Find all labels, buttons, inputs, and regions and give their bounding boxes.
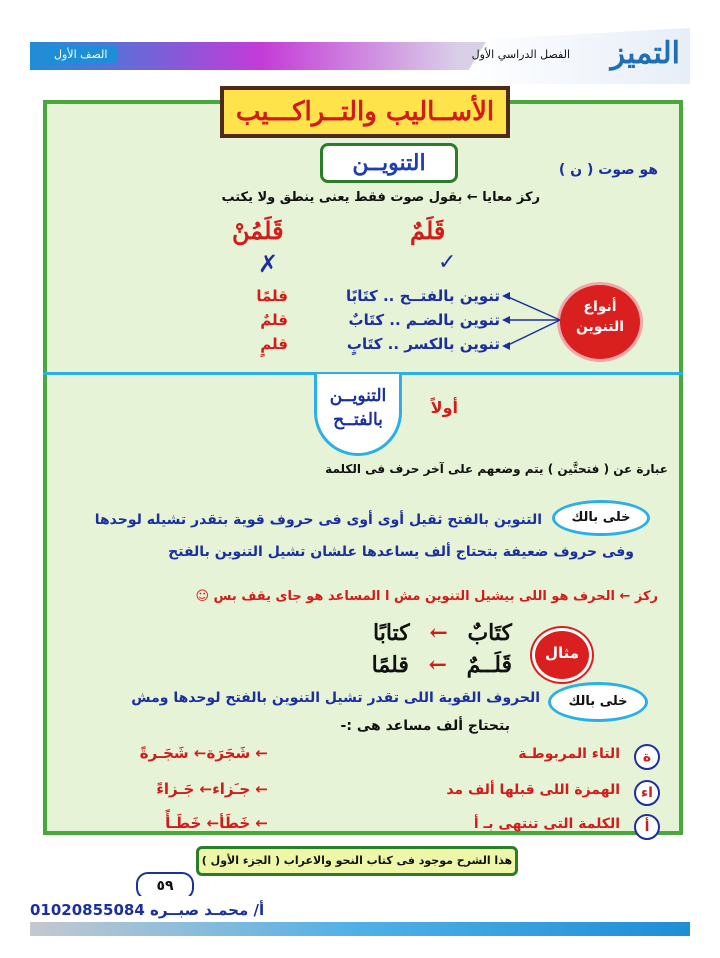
- first-label: أولاً: [430, 398, 458, 417]
- note-label: خلى بالك: [571, 510, 631, 525]
- focus-note-text: ركز معايا ← بقول صوت فقط يعنى ينطق ولا يكتب: [221, 190, 540, 205]
- type-item: تنوين بالضـم .. كتَابٌ: [348, 311, 500, 329]
- focus-note: [221, 190, 540, 205]
- fath-definition: عبارة عن ( فتحتَّين ) يتم وضعهم على آخر حرف فى الكلمة: [325, 462, 668, 476]
- example-from: كتَابٌ: [467, 620, 512, 646]
- example-to: قلمًا: [371, 652, 409, 678]
- strong-letter-name: الهمزة اللى قبلها ألف مد: [446, 782, 620, 798]
- cross-icon: ✗: [258, 250, 279, 278]
- type-item: تنوين بالكسر .. كتَابٍ: [346, 335, 500, 353]
- arrow-icon: ←: [429, 620, 448, 646]
- note2-line2: بتحتاج ألف مساعد هى :-: [340, 718, 510, 734]
- types-examples: [228, 284, 288, 356]
- types-badge: [557, 282, 643, 362]
- strong-letter-example: ← شَجَرَة← شَجَـرةً: [139, 744, 268, 762]
- example-badge: [532, 628, 592, 682]
- types-list: [290, 284, 500, 356]
- fath-title: التنويــن بالفتــح: [329, 386, 387, 430]
- example-row-2: [322, 652, 512, 678]
- example-row-1: [322, 620, 512, 646]
- example-label: مثال: [544, 644, 580, 662]
- type-example: قلمًا: [256, 287, 288, 305]
- page-header: [30, 28, 690, 84]
- example-to: كتابًا: [373, 620, 410, 646]
- author-credit: 01020855084 أ/ محمـد صبــره: [30, 896, 320, 927]
- letter-badge: ة: [634, 744, 660, 770]
- note-cloud-1: [552, 500, 650, 536]
- strong-letter-example: ← خَطَأ← خَطَـأً: [165, 814, 268, 832]
- note1-line2: وفى حروف ضعيفة بتحتاج ألف يساعدها علشان تشيل التنوين بالفتح: [168, 544, 634, 560]
- types-arrows: [500, 282, 562, 358]
- note-label: خلى بالك: [568, 694, 628, 709]
- type-item: تنوين بالفتــح .. كتَابًا: [346, 287, 500, 305]
- types-badge-label: أنواع التنوين: [575, 299, 625, 335]
- arrow-icon: ←: [428, 652, 447, 678]
- type-example: قلمٍ: [260, 335, 288, 353]
- footnote: هذا الشرح موجود فى كتاب النحو والاعراب ( الجزء الأول ): [196, 846, 518, 876]
- note1-line1: التنوين بالفتح ثقيل أوى أوى فى حروف قوية بتقدر تشيله لوحدها: [94, 512, 542, 528]
- term-label: الفصل الدراسي الأول: [471, 48, 570, 61]
- check-icon: ✓: [438, 250, 457, 275]
- strong-letter-name: التاء المربوطـة: [518, 746, 620, 762]
- note-cloud-2: [548, 682, 648, 722]
- grade-label: الصف الأول: [44, 46, 117, 63]
- footer-bar: [30, 922, 690, 936]
- note2-line1: الحروف القوية اللى تقدر تشيل التنوين بالفتح لوحدها ومش: [131, 690, 540, 706]
- letter-badge: أ: [634, 814, 660, 840]
- correct-word: قَلَمٌ: [410, 216, 446, 245]
- brand-logo: التميز: [610, 36, 680, 71]
- example-from: قَلَــمٌ: [466, 652, 512, 678]
- focus2-text: ركز ← الحرف هو اللى بيشيل التنوين مش ا المساعد هو جاى يقف بس ☺: [195, 589, 658, 604]
- page-title: الأســاليب والتــراكـــيب: [220, 86, 510, 138]
- type-example: قلمٌ: [260, 311, 288, 329]
- strong-letter-example: ← جـَزاء← جَـزاءً: [156, 780, 268, 798]
- strong-letter-name: الكلمة التى تنتهى بـ أ: [473, 816, 620, 832]
- section-title: التنويــن: [320, 143, 458, 183]
- wrong-word: قَلَمُنْ: [232, 216, 284, 245]
- page-number: ٥٩: [136, 872, 194, 900]
- letter-badge: اء: [634, 780, 660, 806]
- definition-text: هو صوت ( ن ): [558, 162, 658, 178]
